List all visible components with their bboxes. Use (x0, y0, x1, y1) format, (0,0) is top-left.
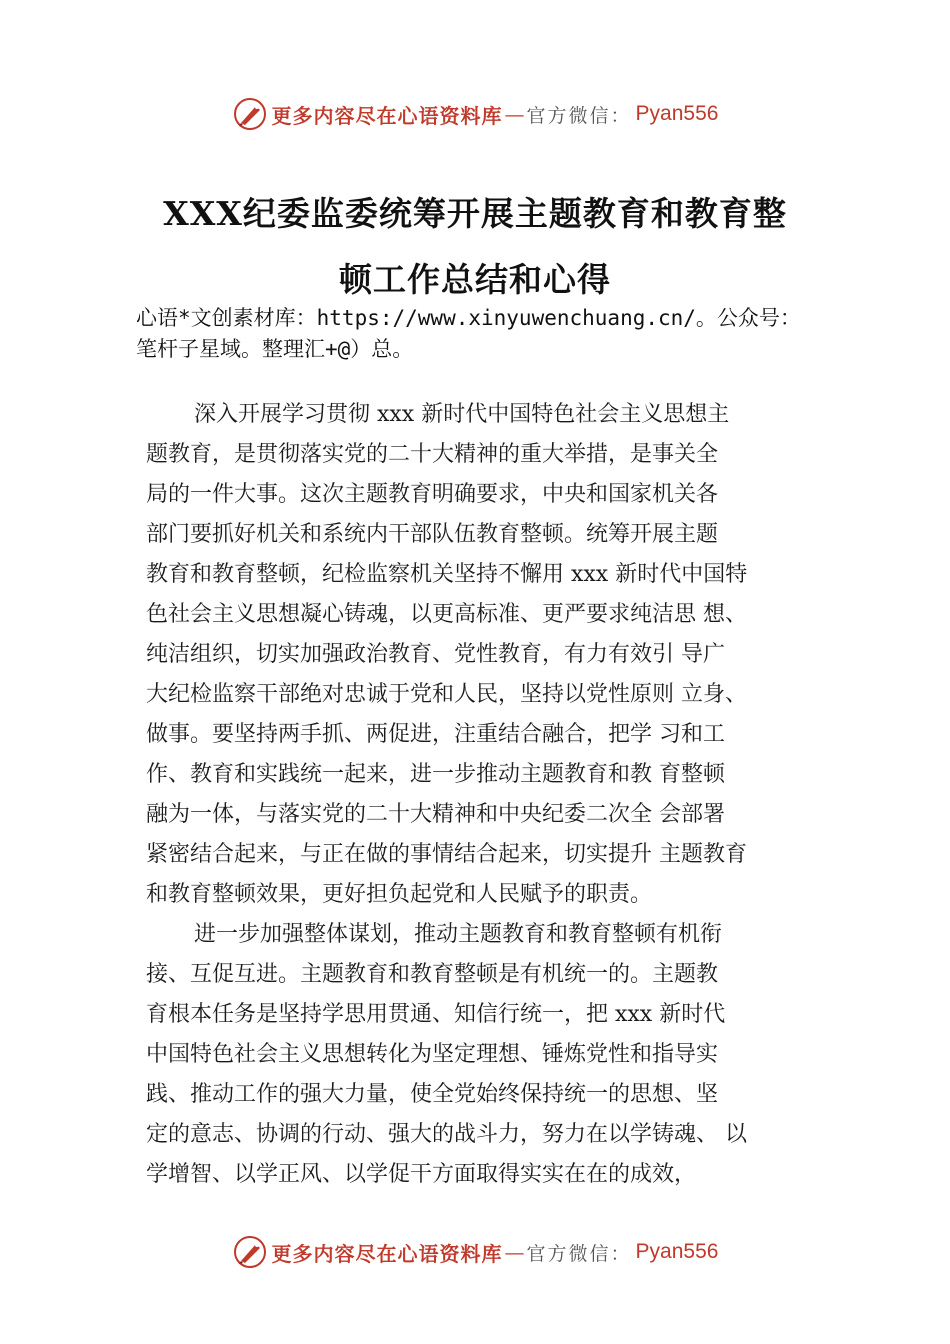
banner-wechat-label: 官方微信： (526, 104, 632, 127)
paragraph-line: 纯洁组织，切实加强政治教育、党性教育，有力有效引 导广 (146, 642, 725, 667)
paragraph-line: 紧密结合起来，与正在做的事情结合起来，切实提升 主题教育 (146, 842, 747, 867)
paragraph-line: 教育和教育整顿，纪检监察机关坚持不懈用 xxx 新时代中国特 (146, 562, 748, 587)
paragraph-2 (146, 915, 846, 1195)
banner-wechat-id: Pyan556 (635, 1240, 719, 1263)
paragraph-line: 和教育整顿效果，更好担负起党和人民赋予的职责。 (146, 882, 653, 907)
paragraph-line: 定的意志、协调的行动、强大的战斗力，努力在以学铸魂、 以 (146, 1122, 747, 1147)
source-note-line-1: 心语*文创素材库：https://www.xinyuwenchuang.cn/。公众号： (136, 306, 801, 330)
banner-wechat-id: Pyan556 (635, 102, 719, 125)
paragraph-line: 育根本任务是坚持学思用贯通、知信行统一，把 xxx 新时代 (146, 1002, 726, 1027)
paragraph-line: 深入开展学习贯彻 xxx 新时代中国特色社会主义思想主 (194, 402, 730, 427)
banner-separator: — (504, 1240, 525, 1264)
paragraph-1 (146, 395, 846, 915)
document-body (146, 395, 846, 1195)
paragraph-line: 进一步加强整体谋划，推动主题教育和教育整顿有机衔 (194, 922, 723, 947)
paragraph-line: 融为一体，与落实党的二十大精神和中央纪委二次全 会部署 (146, 802, 725, 827)
paragraph-line: 题教育，是贯彻落实党的二十大精神的重大举措，是事关全 (146, 442, 719, 467)
paragraph-line: 接、互促互进。主题教育和教育整顿是有机统一的。主题教 (146, 962, 719, 987)
paragraph-line: 部门要抓好机关和系统内干部队伍教育整顿。统筹开展主题 (146, 522, 719, 547)
paragraph-line: 局的一件大事。这次主题教育明确要求，中央和国家机关各 (146, 482, 719, 507)
banner-brand: 更多内容尽在心语资料库 (271, 1241, 503, 1266)
paragraph-line: 大纪检监察干部绝对忠诚于党和人民，坚持以党性原则 立身、 (146, 682, 747, 707)
paragraph-line: 色社会主义思想凝心铸魂，以更高标准、更严要求纯洁思 想、 (146, 602, 747, 627)
paragraph-line: 作、教育和实践统一起来，进一步推动主题教育和教 育整顿 (146, 762, 725, 787)
paragraph-line: 做事。要坚持两手抓、两促进，注重结合融合，把学 习和工 (146, 722, 725, 747)
banner-separator: — (504, 102, 525, 126)
document-title-line-2: 顿工作总结和心得 (339, 260, 611, 299)
footer-banner (0, 1232, 950, 1272)
header-banner (0, 94, 950, 134)
document-title-line-1: XXX纪委监委统筹开展主题教育和教育整 (163, 194, 787, 233)
banner-brand: 更多内容尽在心语资料库 (271, 103, 503, 128)
paragraph-line: 践、推动工作的强大力量，使全党始终保持统一的思想、坚 (146, 1082, 719, 1107)
paragraph-line: 学增智、以学正风、以学促干方面取得实实在在的成效， (146, 1162, 697, 1187)
source-note (136, 303, 866, 365)
fountain-pen-logo-icon (232, 1234, 268, 1270)
fountain-pen-logo-icon (232, 96, 268, 132)
banner-wechat-label: 官方微信： (526, 1242, 632, 1265)
paragraph-line: 中国特色社会主义思想转化为坚定理想、锤炼党性和指导实 (146, 1042, 719, 1067)
source-note-line-2: 笔杆子星域。整理汇+@）总。 (136, 337, 414, 361)
